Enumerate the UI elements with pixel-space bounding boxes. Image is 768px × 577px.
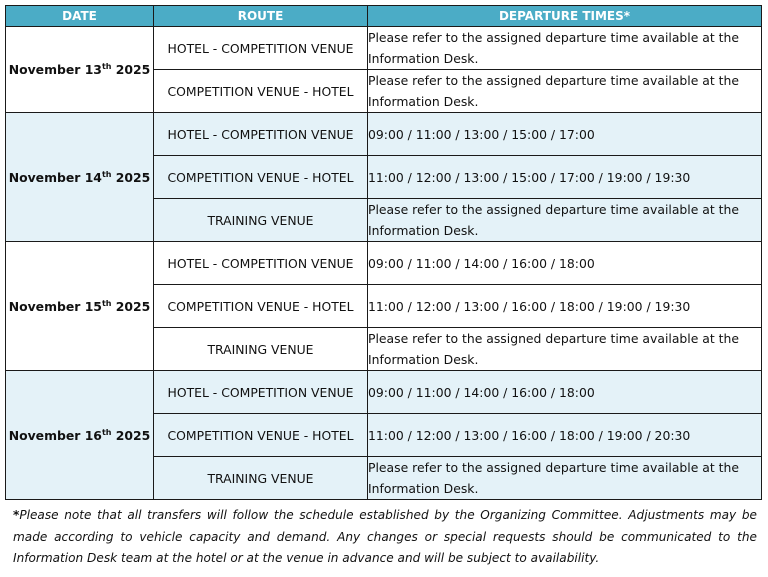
date-cell: November 15th 2025 [6,242,154,371]
header-row [6,6,762,27]
table-row [6,113,762,156]
route-cell: TRAINING VENUE [154,328,368,371]
header-date: DATE [6,6,154,27]
times-cell: 11:00 / 12:00 / 13:00 / 16:00 / 18:00 / 19:00 / 19:30 [368,285,762,328]
route-cell: COMPETITION VENUE - HOTEL [154,156,368,199]
times-cell: Please refer to the assigned departure time available at the Information Desk. [368,70,762,113]
times-cell: 11:00 / 12:00 / 13:00 / 16:00 / 18:00 / 19:00 / 20:30 [368,414,762,457]
footnote [13,505,757,570]
route-cell: HOTEL - COMPETITION VENUE [154,27,368,70]
times-cell: Please refer to the assigned departure time available at the Information Desk. [368,328,762,371]
footnote-text: Please note that all transfers will follow the schedule established by the Organizing Committee. Adjustments may be made according to vehicle capacity and demand. Any changes or special requests should be communicated to the Information Desk team at the hotel or at the venue in advance and will be subject to availability. [13,508,757,565]
table-row [6,27,762,70]
header-departure-times: DEPARTURE TIMES* [368,6,762,27]
times-cell: 11:00 / 12:00 / 13:00 / 15:00 / 17:00 / 19:00 / 19:30 [368,156,762,199]
header-route: ROUTE [154,6,368,27]
date-cell: November 13th 2025 [6,27,154,113]
route-cell: HOTEL - COMPETITION VENUE [154,371,368,414]
table-row [6,242,762,285]
route-cell: TRAINING VENUE [154,457,368,500]
table-row [6,371,762,414]
times-cell: Please refer to the assigned departure time available at the Information Desk. [368,457,762,500]
date-cell: November 16th 2025 [6,371,154,500]
route-cell: HOTEL - COMPETITION VENUE [154,113,368,156]
route-cell: HOTEL - COMPETITION VENUE [154,242,368,285]
route-cell: COMPETITION VENUE - HOTEL [154,70,368,113]
footnote-marker: * [13,508,20,522]
transfer-schedule-table [5,5,762,500]
times-cell: Please refer to the assigned departure time available at the Information Desk. [368,199,762,242]
route-cell: TRAINING VENUE [154,199,368,242]
route-cell: COMPETITION VENUE - HOTEL [154,285,368,328]
times-cell: 09:00 / 11:00 / 14:00 / 16:00 / 18:00 [368,242,762,285]
times-cell: 09:00 / 11:00 / 14:00 / 16:00 / 18:00 [368,371,762,414]
times-cell: Please refer to the assigned departure time available at the Information Desk. [368,27,762,70]
route-cell: COMPETITION VENUE - HOTEL [154,414,368,457]
date-cell: November 14th 2025 [6,113,154,242]
times-cell: 09:00 / 11:00 / 13:00 / 15:00 / 17:00 [368,113,762,156]
